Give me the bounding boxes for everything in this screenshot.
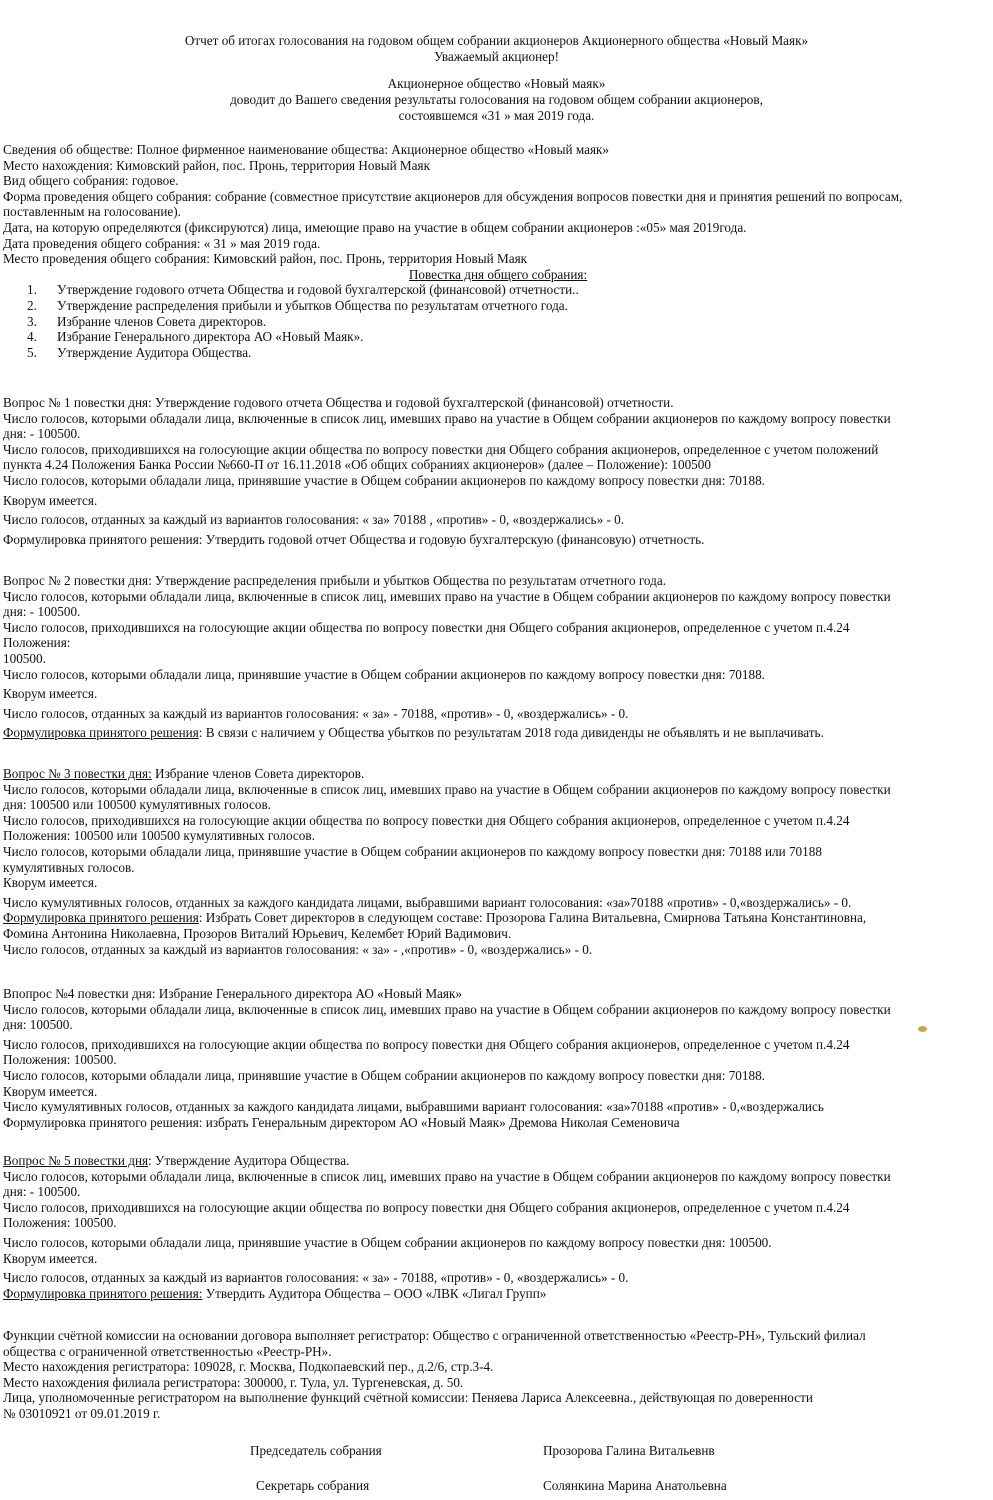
- decision-label: Формулировка принятого решения: [3, 725, 199, 741]
- vote-results: Число голосов, отданных за каждый из вариантов голосования: « за» 70188 , «против» - 0, «воздержались» - 0.: [3, 512, 625, 528]
- agenda-item: [3, 298, 993, 314]
- agenda-item: [3, 329, 993, 345]
- registrar-address: Место нахождения регистратора: 109028, г. Москва, Подкопаевский пер., д.2/6, стр.3-4.: [3, 1359, 494, 1375]
- meeting-form: Форма проведения общего собрания: собрание (совместное присутствие акционеров для обсуждения вопросов повестки дня и принятия решений по вопросам,: [3, 188, 903, 204]
- question-title-label: Вопрос № 3 повестки дня:: [3, 766, 152, 781]
- voting-shares-cont: Положения: 100500.: [3, 1215, 117, 1231]
- company-info: [3, 142, 993, 360]
- quorum: Кворум имеется.: [3, 686, 98, 702]
- decision: [3, 910, 993, 926]
- greeting: Уважаемый акционер!: [434, 49, 559, 64]
- vote-results: Число голосов, отданных за каждый из вариантов голосования: « за» - 70188, «против» - 0, «воздержались» - 0.: [3, 705, 629, 721]
- authorized-persons: Лица, уполномоченные регистратором на выполнение функций счётной комиссии: Пеняева Лариса Алексеевна., действующая по доверенности: [3, 1390, 813, 1406]
- agenda-title: Повестка дня общего собрания:: [408, 266, 588, 282]
- decision-label: Формулировка принятого решения: [3, 910, 199, 926]
- vote-results: Число голосов, отданных за каждый из вариантов голосования: « за» - ,«против» - 0, «воздержались» - 0.: [3, 941, 593, 957]
- report-header: [0, 33, 993, 65]
- decision: [3, 1286, 993, 1302]
- meeting-form-cont: поставленным на голосование).: [3, 204, 181, 220]
- question-title: Вопрос № 1 повестки дня: Утверждение годового отчета Общества и годовой бухгалтерской (финансовой) отчетности.: [3, 395, 674, 410]
- scan-blot: [918, 1026, 927, 1032]
- voting-shares: Число голосов, приходившихся на голосующие акции общества по вопросу повестки дня Общего собрания акционеров, определенное с учетом п.4.24: [3, 1036, 850, 1052]
- org-name: Акционерное общество «Новый маяк»: [387, 76, 606, 91]
- agenda-item-number: 3.: [27, 313, 37, 329]
- cumulative-votes: Число кумулятивных голосов, отданных за каждого кандидата лицами, выбравшими вариант голосования: «за»70188 «против» - 0,«воздержались» - 0.: [3, 894, 852, 910]
- quorum: Кворум имеется.: [3, 1083, 98, 1099]
- counting-commission: [3, 1328, 993, 1422]
- decision-text: : В связи с наличием у Общества убытков по результатам 2018 года дивиденды не объявлять и не выплачивать.: [198, 725, 824, 741]
- eligible-votes: Число голосов, которыми обладали лица, включенные в список лиц, имевших право на участие в Общем собрании акционеров по каждому вопросу повестки: [3, 1168, 891, 1184]
- cumulative-votes: Число кумулятивных голосов, отданных за каждого кандидата лицами, выбравшими вариант голосования: «за»70188 «против» - 0,«воздержались: [3, 1099, 824, 1115]
- record-date: Дата, на которую определяются (фиксируются) лица, имеющие право на участие в общем собрании акционеров :«05» мая 2019года.: [3, 219, 747, 235]
- participant-votes: Число голосов, которыми обладали лица, принявшие участие в Общем собрании акционеров по каждому вопросу повестки дня: 70188 или 70188: [3, 843, 822, 859]
- chair-name: Прозорова Галина Витальевнв: [543, 1443, 715, 1458]
- voting-shares-cont: Положения: 100500.: [3, 1052, 117, 1068]
- voting-shares: Число голосов, приходившихся на голосующие акции общества по вопросу повестки дня Общего собрания акционеров, определенное с учетом положений: [3, 441, 879, 457]
- decision: Формулировка принятого решения: Утвердить годовой отчет Общества и годовую бухгалтерскую (финансовую) отчетность.: [3, 531, 705, 547]
- agenda-item-text: Избрание Генерального директора АО «Новый Маяк».: [57, 329, 364, 345]
- eligible-votes-value: дня: 100500 или 100500 кумулятивных голосов.: [3, 797, 271, 813]
- vote-results: Число голосов, отданных за каждый из вариантов голосования: « за» - 70188, «против» - 0, «воздержались» - 0.: [3, 1270, 629, 1286]
- agenda-item: [3, 282, 993, 298]
- chair-label: Председатель собрания: [250, 1443, 382, 1458]
- voting-shares: Число голосов, приходившихся на голосующие акции общества по вопросу повестки дня Общего собрания акционеров, определенное с учетом п.4.24: [3, 812, 850, 828]
- agenda-item-number: 2.: [27, 297, 37, 313]
- voting-shares-cont: Положения:: [3, 635, 71, 651]
- decision: Формулировка принятого решения: избрать Генеральным директором АО «Новый Маяк» Дремова Николая Семеновича: [3, 1114, 680, 1130]
- secretary-label: Секретарь собрания: [256, 1478, 370, 1493]
- eligible-votes: Число голосов, которыми обладали лица, включенные в список лиц, имевших право на участие в Общем собрании акционеров по каждому вопросу повестки: [3, 588, 891, 604]
- voting-shares: Число голосов, приходившихся на голосующие акции общества по вопросу повестки дня Общего собрания акционеров, определенное с учетом п.4.24: [3, 1199, 850, 1215]
- question-3: [3, 766, 993, 957]
- agenda-item-number: 1.: [27, 282, 37, 298]
- decision-label: Формулировка принятого решения:: [3, 1285, 203, 1301]
- question-title-text: : Утверждение Аудитора Общества.: [148, 1153, 350, 1168]
- eligible-votes: Число голосов, которыми обладали лица, включенные в список лиц, имевших право на участие в Общем собрании акционеров по каждому вопросу повестки: [3, 781, 891, 797]
- quorum: Кворум имеется.: [3, 492, 98, 508]
- participant-votes-cont: кумулятивных голосов.: [3, 859, 135, 875]
- report-title: Отчет об итогах голосования на годовом общем собрании акционеров Акционерного общества «Новый Маяк»: [184, 33, 809, 48]
- eligible-votes-value: дня: - 100500.: [3, 604, 81, 620]
- power-of-attorney: № 03010921 от 09.01.2019 г.: [3, 1405, 161, 1421]
- meeting-date: Дата проведения общего собрания: « 31 » мая 2019 года.: [3, 235, 321, 251]
- agenda-item-number: 5.: [27, 344, 37, 360]
- agenda-item-text: Избрание членов Совета директоров.: [57, 313, 267, 329]
- eligible-votes: Число голосов, которыми обладали лица, включенные в список лиц, имевших право на участие в Общем собрании акционеров по каждому вопросу повестки: [3, 410, 891, 426]
- eligible-votes-value: дня: - 100500.: [3, 426, 81, 442]
- question-5: [3, 1153, 993, 1301]
- agenda-item-number: 4.: [27, 329, 37, 345]
- secretary-name: Солянкина Марина Анатольевна: [543, 1478, 727, 1493]
- participant-votes: Число голосов, которыми обладали лица, принявшие участие в Общем собрании акционеров по каждому вопросу повестки дня: 70188.: [3, 1067, 765, 1083]
- org-intro-date: состоявшемся «31 » мая 2019 года.: [398, 108, 595, 123]
- agenda-item-text: Утверждение годового отчета Общества и годовой бухгалтерской (финансовой) отчетности..: [57, 282, 579, 298]
- question-4: [3, 986, 993, 1130]
- question-title-label: Вопрос № 5 повестки дня: [3, 1153, 149, 1168]
- participant-votes: Число голосов, которыми обладали лица, принявшие участие в Общем собрании акционеров по каждому вопросу повестки дня: 100500.: [3, 1234, 772, 1250]
- question-title: [3, 1153, 993, 1169]
- org-intro-line: доводит до Вашего сведения результаты голосования на годовом общем собрании акционеров,: [230, 92, 763, 107]
- agenda-item-text: Утверждение распределения прибыли и убытков Общества по результатам отчетного года.: [57, 297, 568, 313]
- question-2: [3, 573, 993, 741]
- agenda-item-text: Утверждение Аудитора Общества.: [57, 344, 252, 360]
- question-title-text: Избрание членов Совета директоров.: [151, 766, 365, 781]
- company-location: Место нахождения: Кимовский район, пос. Пронь, территория Новый Маяк: [3, 157, 430, 173]
- agenda-list: [3, 282, 993, 360]
- decision-cont: Фомина Антонина Николаевна, Прозоров Виталий Юрьевич, Келембет Юрий Вадимович.: [3, 925, 512, 941]
- voting-shares-cont: Положения: 100500 или 100500 кумулятивных голосов.: [3, 828, 315, 844]
- decision: [3, 725, 993, 741]
- registrar-functions: Функции счётной комиссии на основании договора выполняет регистратор: Общество с ограниченной ответственностью «Реестр-РН», Тульский филиал: [3, 1328, 866, 1343]
- voting-shares: Число голосов, приходившихся на голосующие акции общества по вопросу повестки дня Общего собрания акционеров, определенное с учетом п.4.24: [3, 619, 850, 635]
- quorum: Кворум имеется.: [3, 875, 98, 891]
- eligible-votes: Число голосов, которыми обладали лица, включенные в список лиц, имевших право на участие в Общем собрании акционеров по каждому вопросу повестки: [3, 1001, 891, 1017]
- org-intro: [0, 76, 993, 124]
- question-title: [3, 766, 993, 782]
- branch-address: Место нахождения филиала регистратора: 300000, г. Тула, ул. Тургеневская, д. 50.: [3, 1374, 464, 1390]
- question-title: Вопрос № 2 повестки дня: Утверждение распределения прибыли и убытков Общества по результатам отчетного года.: [3, 573, 666, 588]
- agenda-item: [3, 314, 993, 330]
- decision-text: : Избрать Совет директоров в следующем составе: Прозорова Галина Витальевна, Смирнова Татьяна Константиновна,: [198, 910, 867, 926]
- eligible-votes-value: дня: 100500.: [3, 1017, 73, 1033]
- voting-shares-value: 100500.: [3, 650, 46, 666]
- company-fullname: Сведения об обществе: Полное фирменное наименование общества: Акционерное общество «Новый маяк»: [3, 142, 610, 157]
- agenda-item: [3, 345, 993, 361]
- voting-shares-cont: пункта 4.24 Положения Банка России №660-П от 16.11.2018 «Об общих собраниях акционеров» (далее – Положение): 100500: [3, 457, 711, 473]
- decision-text: Утвердить Аудитора Общества – ООО «ЛВК «Лигал Групп»: [202, 1285, 547, 1301]
- question-1: [3, 395, 993, 547]
- meeting-place: Место проведения общего собрания: Кимовский район, пос. Пронь, территория Новый Маяк: [3, 251, 528, 267]
- meeting-type: Вид общего собрания: годовое.: [3, 173, 179, 189]
- participant-votes: Число голосов, которыми обладали лица, принявшие участие в Общем собрании акционеров по каждому вопросу повестки дня: 70188.: [3, 472, 765, 488]
- question-title: Впопрос №4 повестки дня: Избрание Генерального директора АО «Новый Маяк»: [3, 986, 462, 1001]
- participant-votes: Число голосов, которыми обладали лица, принявшие участие в Общем собрании акционеров по каждому вопросу повестки дня: 70188.: [3, 666, 765, 682]
- registrar-functions-cont: общества с ограниченной ответственностью «Реестр-РН».: [3, 1343, 332, 1359]
- quorum: Кворум имеется.: [3, 1250, 98, 1266]
- eligible-votes-value: дня: - 100500.: [3, 1184, 81, 1200]
